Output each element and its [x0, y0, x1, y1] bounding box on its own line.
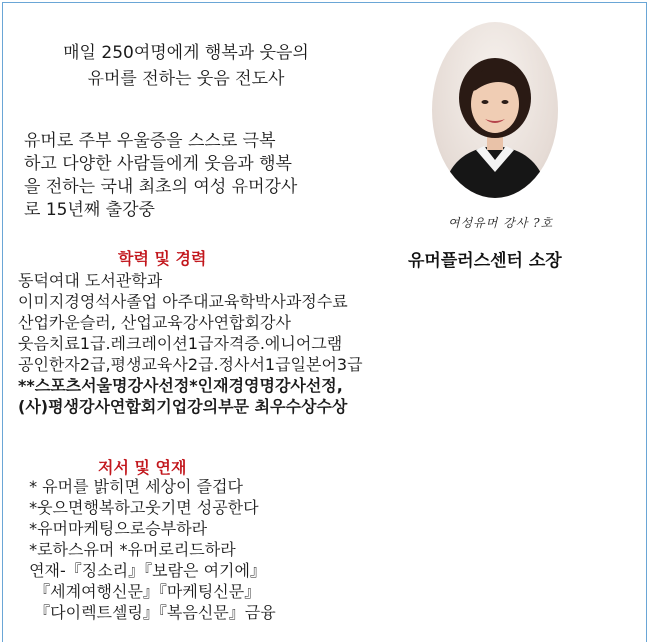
works-item: *로하스유머 *유머로리드하라: [24, 540, 236, 559]
works-item: *유머마케팅으로승부하라: [24, 519, 208, 538]
intro-line: 유머로 주부 우울증을 스스로 극복: [24, 131, 276, 151]
works-item: 『세계여행신문』『마케팅신문』: [24, 582, 261, 601]
intro-line: 로 15년째 출강중: [24, 200, 155, 220]
profile-role: 유머플러스센터 소장: [408, 251, 562, 271]
works-heading: 저서 및 연재: [98, 458, 187, 477]
career-heading: 학력 및 경력: [118, 249, 207, 268]
tagline-line: 매일 250여명에게 행복과 웃음의: [63, 43, 309, 63]
works-item: 연재-『징소리』『보람은 여기에』: [24, 561, 266, 580]
intro-paragraph: [24, 130, 394, 222]
career-item: 공인한자2급,평생교육사2급.정사서1급일본어3급: [18, 355, 363, 374]
tagline-line: 유머를 전하는 웃음 전도사: [87, 69, 285, 89]
works-item: * 유머를 밝히면 세상이 즐겁다: [24, 477, 243, 496]
career-item: 산업카운슬러, 산업교육강사연합회강사: [18, 313, 291, 332]
career-item-award: (사)평생강사연합회기업강의부문 최우수상수상: [18, 397, 348, 416]
portrait-illustration: [432, 22, 558, 198]
career-item-award: **스포츠서울명강사선정*인재경영명강사선정,: [18, 376, 343, 395]
signature: 여성유머 강사 ?호: [448, 216, 554, 230]
career-list: [18, 270, 458, 417]
intro-line: 을 전하는 국내 최초의 여성 유머강사: [24, 177, 298, 197]
works-item: *웃으면행복하고웃기면 성공한다: [24, 498, 259, 517]
intro-line: 하고 다양한 사람들에게 웃음과 행복: [24, 154, 292, 174]
profile-photo: [432, 22, 558, 198]
career-item: 이미지경영석사졸업 아주대교육학박사과정수료: [18, 292, 348, 311]
career-item: 웃음치료1급.레크레이션1급자격증.에니어그램: [18, 334, 343, 353]
works-item: 『다이렉트셀링』『복음신문』금융: [24, 603, 276, 622]
works-list: [24, 476, 344, 623]
tagline: [36, 40, 336, 92]
career-item: 동덕여대 도서관학과: [18, 271, 163, 290]
